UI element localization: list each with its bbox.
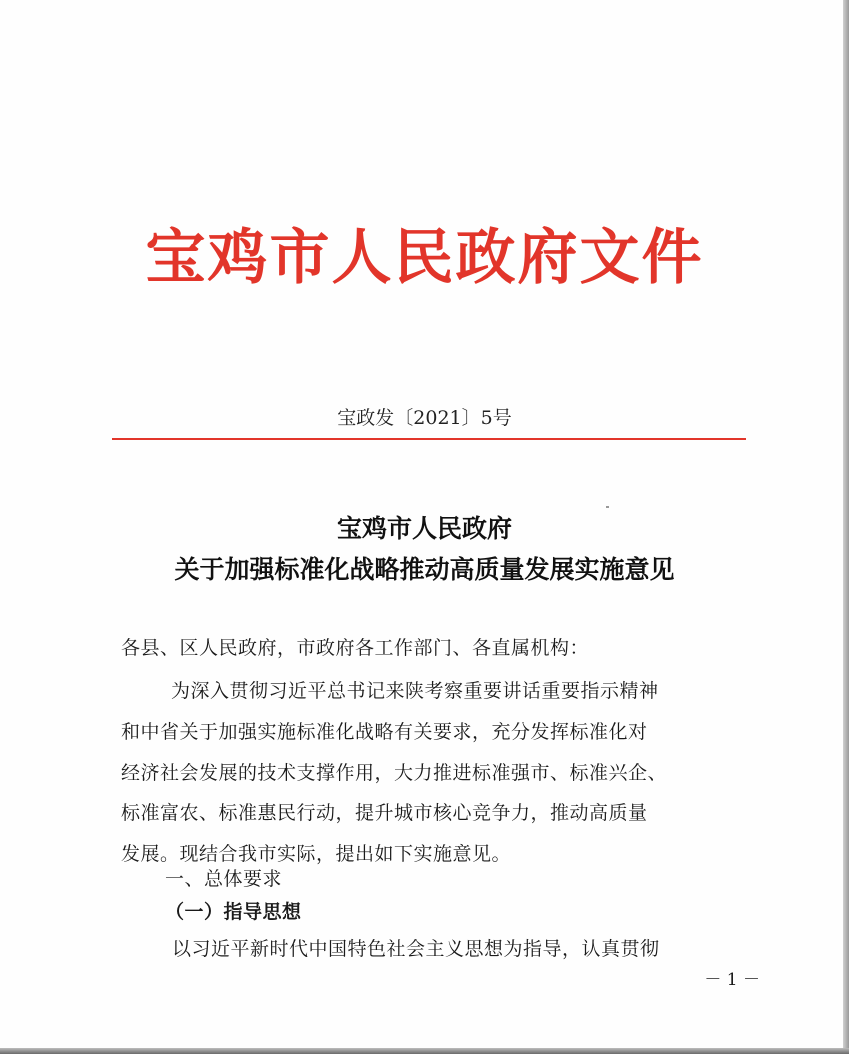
- document-number: 宝政发〔2021〕5号: [337, 407, 512, 429]
- scan-edge-right: [843, 0, 849, 1054]
- body-paragraph-line: 标准富农、标准惠民行动，提升城市核心竞争力，推动高质量: [121, 802, 648, 824]
- document-title-line-2: 关于加强标准化战略推动高质量发展实施意见: [174, 555, 675, 584]
- document-title-line-1: 宝鸡市人民政府: [336, 514, 512, 543]
- page-number: － 1 －: [704, 970, 760, 990]
- subsection-heading: （一）指导思想: [165, 901, 302, 923]
- red-separator-line: [112, 438, 746, 440]
- section-heading: 一、总体要求: [165, 868, 283, 890]
- body-paragraph-line: 发展。现结合我市实际，提出如下实施意见。: [121, 843, 512, 865]
- issuer-header-title: 宝鸡市人民政府文件: [145, 223, 704, 293]
- body-paragraph-line: 经济社会发展的技术支撑作用，大力推进标准强市、标准兴企、: [121, 762, 668, 784]
- body-paragraph-line: 和中省关于加强实施标准化战略有关要求，充分发挥标准化对: [121, 721, 648, 743]
- body-paragraph-line: 为深入贯彻习近平总书记来陕考察重要讲话重要指示精神: [171, 680, 659, 702]
- body-paragraph-line: 以习近平新时代中国特色社会主义思想为指导，认真贯彻: [172, 938, 660, 960]
- scan-speck: [606, 506, 609, 508]
- addressee-line: 各县、区人民政府，市政府各工作部门、各直属机构：: [121, 637, 590, 659]
- scan-edge-bottom: [0, 1048, 849, 1054]
